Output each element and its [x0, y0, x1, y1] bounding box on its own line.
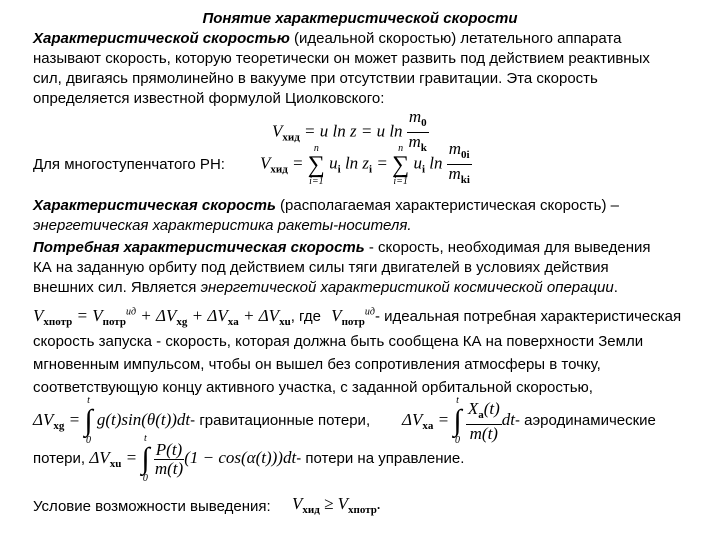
para1-line2: называют скорость, которую теоретически он может развить под действием реактивных [33, 50, 650, 67]
gravity-loss-formula: $\Delta V_{хg}$ = t ∫ 0 g(t)sin(θ(t))dt- гравитационные потери, [33, 395, 371, 446]
para3-line3 [33, 278, 618, 298]
tsiolkovsky-formula: $V_{хид} = u$ ln z = u ln $\frac{m_0}{m_k}$ [272, 107, 427, 154]
term-characteristic-velocity: Характеристической скоростью [33, 30, 290, 47]
para2-line2: энергетическая характеристика ракеты-носителя. [33, 217, 412, 234]
condition-label: Условие возможности выведения: [33, 498, 271, 515]
multistage-formula: $V_{хид}$ = n ∑ i=1 $u_i$ $\ln z_i$ = n ∑ i=1 $u_i$ ln $\frac{m_{0i}}{m_{ki}}$ [260, 139, 470, 187]
control-loss-text: - потери на управление. [296, 449, 465, 467]
term-required-velocity: Потребная характеристическая скорость [33, 239, 365, 256]
aero-loss-formula: $\Delta V_{хa}$ = t ∫ 0 $\frac{X_a(t)}{m(t)}$ dt- аэродинамические [402, 395, 656, 446]
para2-rest: (располагаемая характеристическая скорость) – [275, 197, 619, 214]
para1-rest: (идеальной скоростью) летательного аппарата [289, 30, 622, 47]
losses-prefix: потери, [33, 449, 86, 467]
para3-line3-italic: энергетической характеристикой космической операции [200, 279, 614, 296]
para4-line3: мгновенным импульсом, чтобы он вышел без сопротивления атмосферы в точку, [33, 356, 601, 373]
ideal-desc: - идеальная потребная характеристическая [374, 308, 682, 325]
para1-line4: определяется известной формулой Циолковского: [33, 90, 385, 107]
para3-line1 [33, 238, 651, 258]
where-text: , где [290, 308, 321, 325]
para3-line3-end: . [613, 279, 618, 296]
term-char-velocity-2: Характеристическая скорость [33, 197, 276, 214]
gravity-loss-text: - гравитационные потери, [190, 411, 371, 429]
control-loss-formula: потери, $\Delta V_{хu}$ = t ∫ 0 $\frac{P(t)}{m(t)}$ (1 − cos(α(t)))dt- потери на управление. [33, 433, 465, 484]
para2-line1 [33, 196, 619, 216]
para3-line2: КА на заданную орбиту под действием силы тяги двигателей в условиях действия [33, 259, 609, 276]
page-title: Понятие характеристической скорости [202, 10, 518, 27]
required-velocity-formula: $V_{хпотр} = V_{потр}^{ид} + \Delta V_{хg} + \Delta V_{хa} + \Delta V_{хu}$, где $V_{потр}^{ид}-$ идеальная потребная характеристическая [33, 306, 682, 328]
para4-line2: скорость запуска - скорость, которая должна быть сообщена КА на поверхности Земли [33, 333, 644, 350]
para1-line1 [33, 29, 621, 49]
para3-rest: - скорость, необходимая для выведения [364, 239, 651, 256]
condition-formula: $V_{хид} \ge V_{хпотр}$. [292, 494, 382, 516]
para1-line3: сил, двигаясь прямолинейно в вакууме при отсутствии гравитации. Эта скорость [33, 70, 598, 87]
aero-loss-text: - аэродинамические [515, 411, 656, 429]
multistage-label: Для многоступенчатого РН: [33, 156, 225, 173]
para3-line3-plain: внешних сил. Является [33, 279, 201, 296]
para4-line4: соответствующую концу активного участка, с заданной орбитальной скоростью, [33, 379, 593, 396]
